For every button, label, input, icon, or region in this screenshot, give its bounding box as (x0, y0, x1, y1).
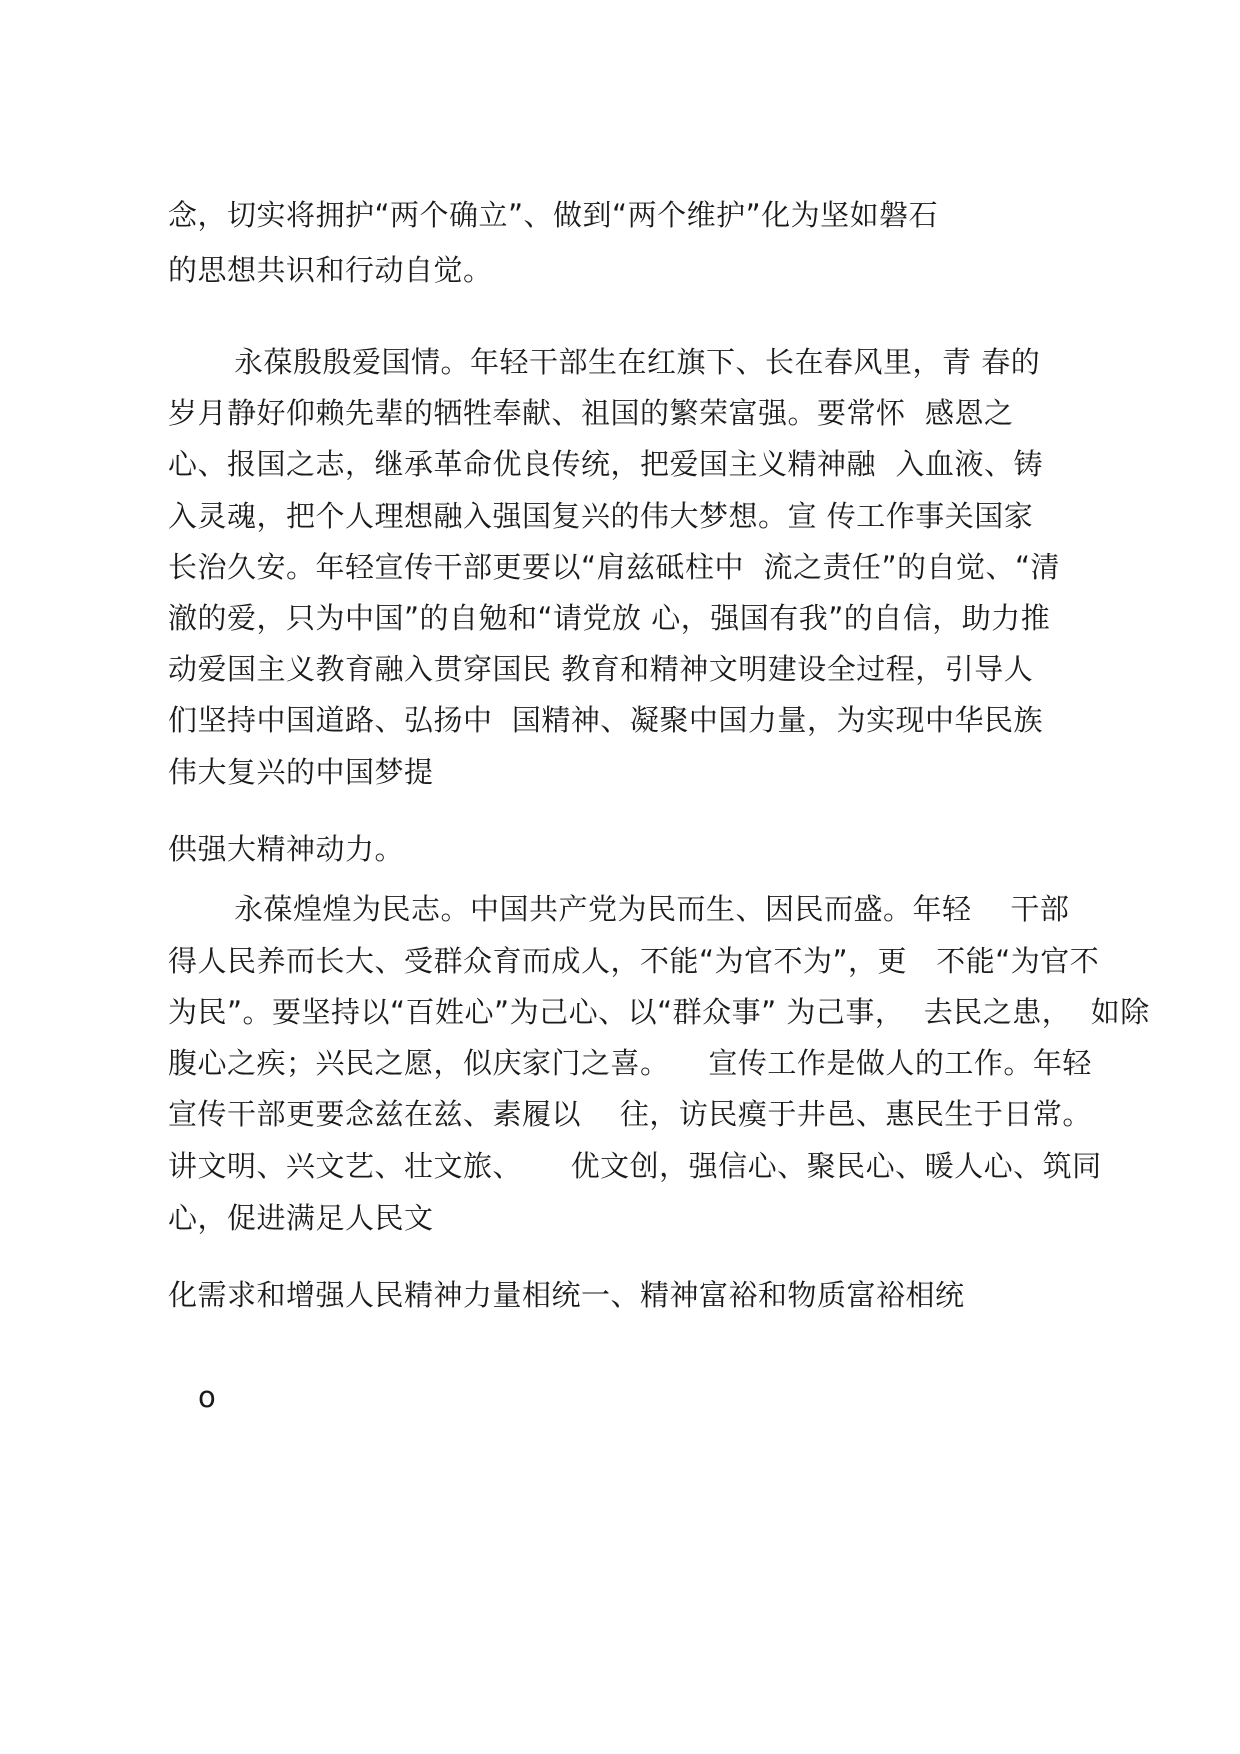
trailing-mark: o (198, 1380, 217, 1414)
text-line: 伟大复兴的中国梦提 (168, 755, 434, 789)
text-line: 澈的爱，只为中国”的自勉和“请党放 心，强国有我”的自信，助力推 (168, 601, 1051, 635)
text-line: 的思想共识和行动自觉。 (168, 253, 493, 287)
text-line: 得人民养而长大、受群众育而成人，不能“为官不为”，更 不能“为官不 (168, 944, 1100, 978)
text-line: 宣传干部更要念兹在兹、素履以 往，访民瘼于井邑、惠民生于日常。 (168, 1097, 1092, 1131)
text-line: 为民”。要坚持以“百姓心”为己心、以“群众事” 为己事， 去民之患， 如除 (168, 995, 1150, 1029)
text-line: 动爱国主义教育融入贯穿国民 教育和精神文明建设全过程，引导人 (168, 652, 1034, 686)
text-line: 岁月静好仰赖先辈的牺牲奉献、祖国的繁荣富强。要常怀 感恩之 (168, 396, 1014, 430)
text-line: 们坚持中国道路、弘扬中 国精神、凝聚中国力量，为实现中华民族 (168, 703, 1043, 737)
text-line: 入灵魂，把个人理想融入强国复兴的伟大梦想。宣 传工作事关国家 (168, 499, 1034, 533)
text-line: 讲文明、兴文艺、壮文旅、 优文创，强信心、聚民心、暖人心、筑同 (168, 1149, 1102, 1183)
text-line: 供强大精神动力。 (168, 832, 405, 866)
text-line: 腹心之疾；兴民之愿，似庆家门之喜。 宣传工作是做人的工作。年轻 (168, 1046, 1092, 1080)
text-line: 长治久安。年轻宣传干部更要以“肩兹砥柱中 流之责任”的自觉、“清 (168, 550, 1061, 584)
paragraph-heading-line: 永葆殷殷爱国情。年轻干部生在红旗下、长在春风里，青 春的 (234, 345, 1041, 379)
text-line: 念，切实将拥护“两个确立”、做到“两个维护”化为坚如磐石 (168, 198, 939, 232)
paragraph-heading-line: 永葆煌煌为民志。中国共产党为民而生、因民而盛。年轻 干部 (234, 892, 1070, 926)
text-line: 心，促进满足人民文 (168, 1201, 434, 1235)
text-line: 心、报国之志，继承革命优良传统，把爱国主义精神融 入血液、铸 (168, 447, 1043, 481)
text-line: 化需求和增强人民精神力量相统一、精神富裕和物质富裕相统 (168, 1278, 965, 1312)
